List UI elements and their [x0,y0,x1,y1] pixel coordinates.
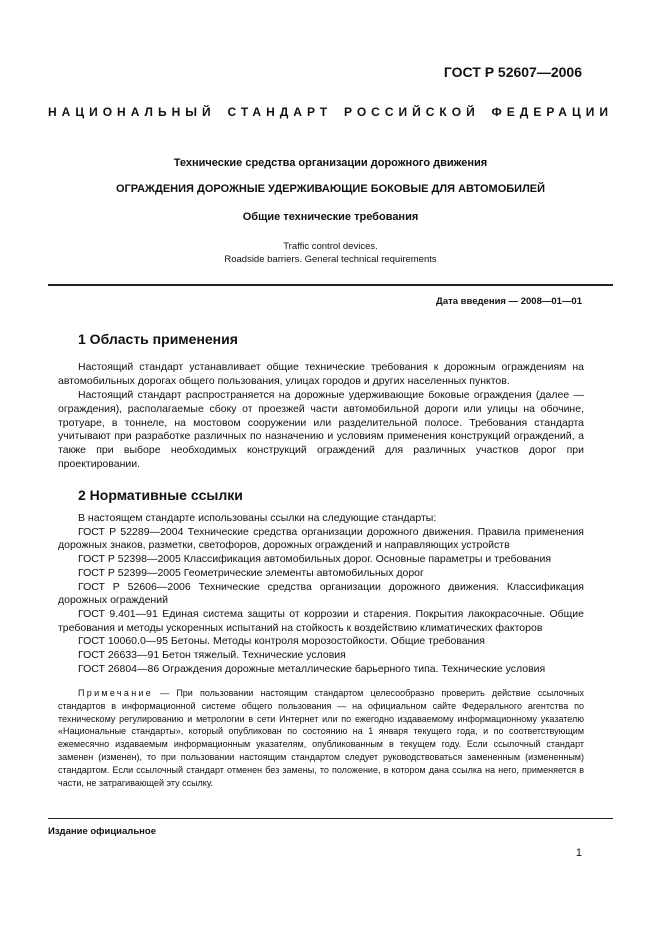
title-main: ОГРАЖДЕНИЯ ДОРОЖНЫЕ УДЕРЖИВАЮЩИЕ БОКОВЫЕ ДЛЯ АВТОМОБИЛЕЙ [115,183,546,195]
title-subtitle: Общие технические требования [242,211,419,223]
national-standard-banner: НАЦИОНАЛЬНЫЙ СТАНДАРТ РОССИЙСКОЙ ФЕДЕРАЦИИ [48,105,613,119]
title-category: Технические средства организации дорожного движения [173,157,488,169]
section-2-title: 2 Нормативные ссылки [78,487,243,503]
references-intro: В настоящем стандарте использованы ссылки на следующие стандарты: [78,512,437,524]
section-1-paragraph-2: Настоящий стандарт распространяется на дорожные удерживающие боковые ограждения (далее — ограждения), располагаемые сбоку от проезжей части автомобильной дороги или улицы на обочине, тротуаре, в тоннеле, на мостовом сооружении или разделительной полосе. Требования стандарта учитывают при разработке различных по назначению и условиям применения конструкций ограждений, а также при выборе необходимых конструкций ограждений для различных участков дорог при проектировании. [58,389,584,470]
reference-item: ГОСТ 10060.0—95 Бетоны. Методы контроля морозостойкости. Общие требования [78,635,485,648]
reference-item: ГОСТ Р 52399—2005 Геометрические элементы автомобильных дорог [78,566,424,579]
reference-item: ГОСТ Р 52398—2005 Классификация автомобильных дорог. Основные параметры и требования [78,553,552,566]
reference-item: ГОСТ 9.401—91 Единая система защиты от коррозии и старения. Покрытия лакокрасочные. Общие требования и методы ускоренных испытаний на стойкость к воздействию климатических факторов [58,607,584,634]
edition-label: Издание официальное [48,826,156,837]
note-text: — При пользовании настоящим стандартом целесообразно проверить действие ссылочных стандартов в информационной системе общего пользования — на официальном сайте Федерального агентства по техническому регулированию и метрологии в сети Интернет или по ежегодно издаваемому информационному указателю «Национальные стандарты», который опубликован по состоянию на 1 января текущего года, и по соответствующим ежемесячно издаваемым информационным указателям, опубликованным в текущем году. Если ссылочный стандарт заменен (изменен), то при пользовании настоящим стандартом следует руководствоваться замененным (измененным) стандартом. Если ссылочный стандарт отменен без замены, то положение, в котором дана ссылка на него, применяется в части, не затрагивающей эту ссылку. [58,688,584,788]
reference-item: ГОСТ 26633—91 Бетон тяжелый. Технические условия [78,649,346,662]
references-list [58,512,584,676]
references-note [58,687,584,789]
note-label: Примечание [78,688,154,698]
title-divider [48,284,613,286]
page-number: 1 [575,847,582,859]
reference-item: ГОСТ Р 52289—2004 Технические средства организации дорожного движения. Правила применения дорожных знаков, разметки, светофоров, дорожных ограждений и направляющих устройств [58,525,584,552]
footer-divider [48,818,613,819]
section-1-title: 1 Область применения [78,331,238,347]
reference-item: ГОСТ Р 52606—2006 Технические средства организации дорожного движения. Классификация дорожных ограждений [58,580,584,607]
reference-item: ГОСТ 26804—86 Ограждения дорожные металлические барьерного типа. Технические условия [78,662,546,675]
document-code: ГОСТ Р 52607—2006 [443,64,582,80]
section-1-paragraph-1: Настоящий стандарт устанавливает общие технические требования к дорожным ограждениям на автомобильных дорогах общего пользования, улицах городов и других населенных пунктов. [58,361,584,387]
title-english-line1: Traffic control devices. [283,241,378,252]
introduction-date: Дата введения — 2008—01—01 [436,296,582,307]
title-english-line2: Roadside barriers. General technical requirements [224,254,437,265]
